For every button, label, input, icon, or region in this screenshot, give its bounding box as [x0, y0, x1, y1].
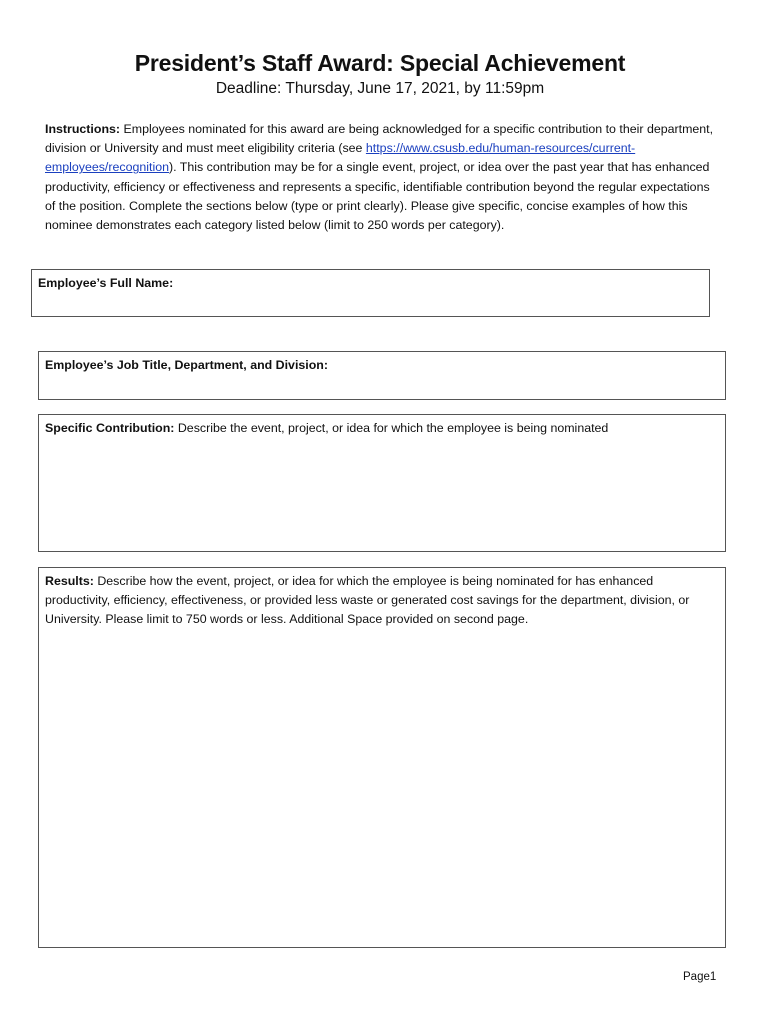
results-description: Describe how the event, project, or idea for which the employee is being nominated for has enhanced productivity, efficiency, effectiveness, or provided less waste or generated cost savings for the department, division, or University. Please limit to 750 words or less. Additional Space provided on second page. [45, 574, 690, 627]
job-title-label: Employee’s Job Title, Department, and Division: [45, 358, 328, 372]
page-title: President’s Staff Award: Special Achievement [134, 50, 626, 76]
specific-contribution-label: Specific Contribution: [45, 421, 175, 435]
recognition-link[interactable]: https://www.csusb.edu/human-resources/current-employees/recognition [45, 141, 636, 175]
specific-contribution-description: Describe the event, project, or idea for which the employee is being nominated [174, 421, 609, 435]
deadline-text: Deadline: Thursday, June 17, 2021, by 11:59pm [215, 80, 545, 97]
full-name-label: Employee’s Full Name: [38, 276, 174, 290]
specific-contribution-field[interactable] [38, 414, 726, 552]
instructions-label: Instructions: [45, 122, 121, 136]
page-number: Page1 [683, 971, 717, 983]
results-label: Results: [45, 574, 94, 588]
instructions-text-before-link: Employees nominated for this award are being acknowledged for a specific contribution to their department, division or University and must meet eligibility criteria (see [45, 122, 714, 156]
job-title-field[interactable] [38, 351, 726, 400]
instructions-text-after-link: ). This contribution may be for a single event, project, or idea over the past year that has enhanced productivity, efficiency or effectiveness and represents a specific, identifiable contribution beyond the regular expectations of the position. Complete the sections below (type or print clearly). Please give specific, concise examples of how this nominee demonstrates each category listed below (limit to 250 words per category). [45, 160, 710, 233]
instructions-paragraph [45, 120, 717, 235]
results-field[interactable] [38, 567, 726, 948]
full-name-field[interactable] [31, 269, 710, 317]
